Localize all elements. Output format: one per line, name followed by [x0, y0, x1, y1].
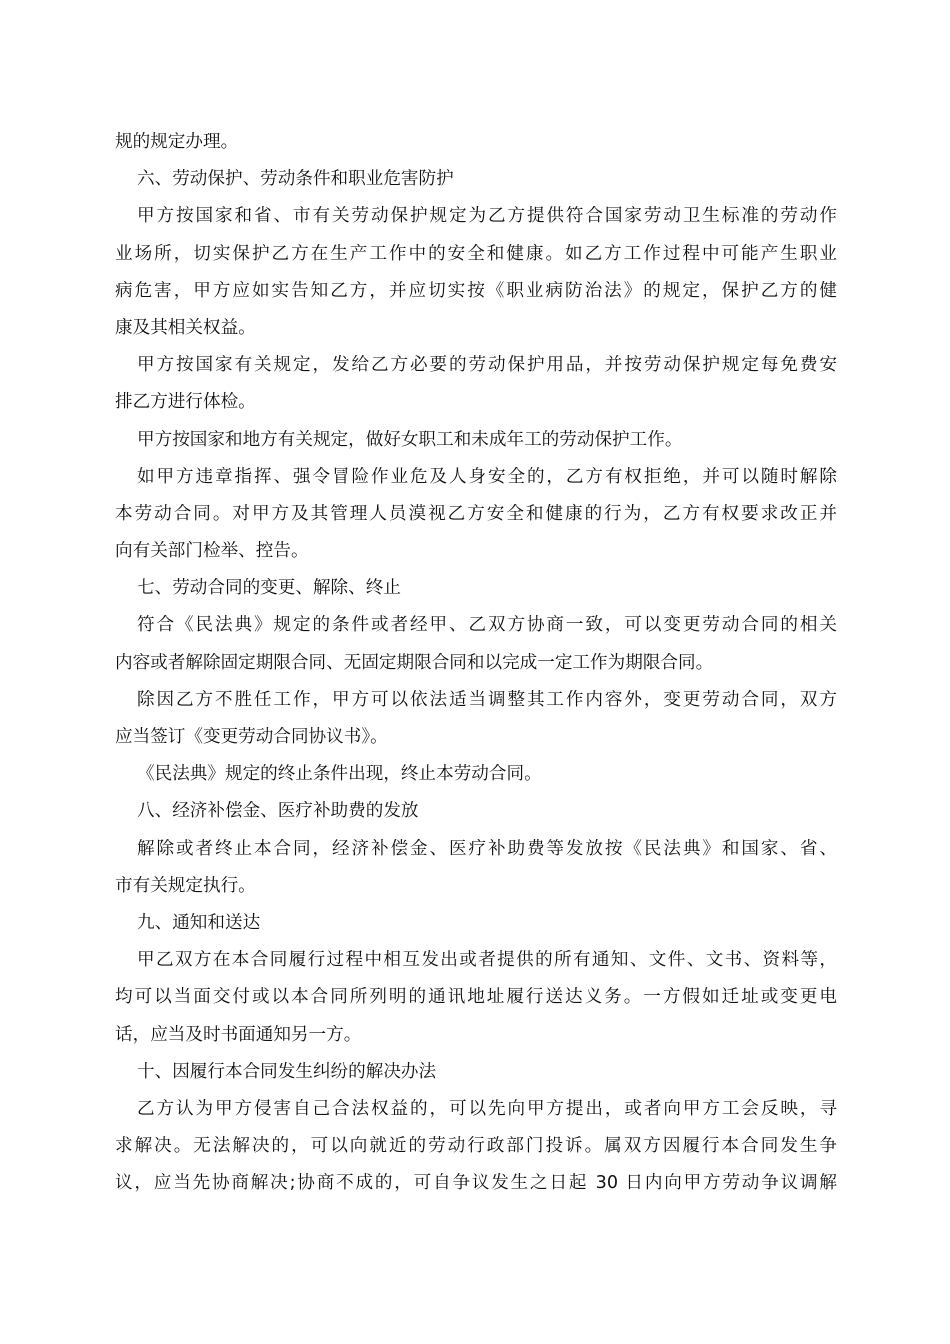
text-line: 议，应当先协商解决;协商不成的，可自争议发生之日起 30 日内向甲方劳动争议调解 [115, 1173, 837, 1194]
text-line: 甲方按国家和地方有关规定，做好女职工和未成年工的劳动保护工作。 [137, 429, 683, 450]
text-line: 康及其相关权益。 [115, 317, 256, 338]
text-line: 话，应当及时书面通知另一方。 [115, 1024, 362, 1045]
document-body [115, 124, 837, 1202]
text-line: 八、经济补偿金、医疗补助费的发放 [137, 801, 419, 822]
text-line: 规的规定办理。 [115, 132, 239, 152]
text-line: 均可以当面交付或以本合同所列明的通讯地址履行送达义务。一方假如迁址或变更电 [115, 987, 837, 1008]
text-line: 向有关部门检举、控告。 [115, 541, 309, 562]
text-line: 《民法典》规定的终止条件出现，终止本劳动合同。 [137, 764, 542, 785]
text-line: 九、通知和送达 [137, 912, 261, 933]
text-line: 应当签订《变更劳动合同协议书》。 [115, 727, 388, 747]
text-line: 六、劳动保护、劳动条件和职业危害防护 [137, 169, 454, 190]
text-line: 除因乙方不胜任工作，甲方可以依法适当调整其工作内容外，变更劳动合同，双方 [137, 689, 837, 710]
text-line: 求解决。无法解决的，可以向就近的劳动行政部门投诉。属双方因履行本合同发生争 [115, 1136, 837, 1157]
text-line: 本劳动合同。对甲方及其管理人员漠视乙方安全和健康的行为，乙方有权要求改正并 [115, 503, 837, 524]
text-line: 市有关规定执行。 [115, 875, 256, 896]
text-line: 排乙方进行体检。 [115, 392, 256, 413]
text-line: 甲乙双方在本合同履行过程中相互发出或者提供的所有通知、文件、文书、资料等， [137, 950, 837, 971]
text-line: 甲方按国家有关规定，发给乙方必要的劳动保护用品，并按劳动保护规定每免费安 [137, 355, 837, 376]
text-line: 内容或者解除固定期限合同、无固定期限合同和以完成一定工作为期限合同。 [115, 652, 714, 673]
text-line: 病危害，甲方应如实告知乙方，并应切实按《职业病防治法》的规定，保护乙方的健 [115, 280, 837, 301]
text-line: 十、因履行本合同发生纠纷的解决办法 [137, 1061, 437, 1082]
text-line: 乙方认为甲方侵害自己合法权益的，可以先向甲方提出，或者向甲方工会反映，寻 [137, 1098, 837, 1119]
text-line: 七、劳动合同的变更、解除、终止 [137, 578, 401, 599]
text-line: 如甲方违章指挥、强令冒险作业危及人身安全的，乙方有权拒绝，并可以随时解除 [137, 466, 837, 487]
text-line: 业场所，切实保护乙方在生产工作中的安全和健康。如乙方工作过程中可能产生职业 [115, 243, 837, 264]
text-line: 符合《民法典》规定的条件或者经甲、乙双方协商一致，可以变更劳动合同的相关 [137, 615, 837, 636]
text-line: 解除或者终止本合同，经济补偿金、医疗补助费等发放按《民法典》和国家、省、 [137, 838, 837, 859]
text-line: 甲方按国家和省、市有关劳动保护规定为乙方提供符合国家劳动卫生标准的劳动作 [137, 206, 837, 227]
